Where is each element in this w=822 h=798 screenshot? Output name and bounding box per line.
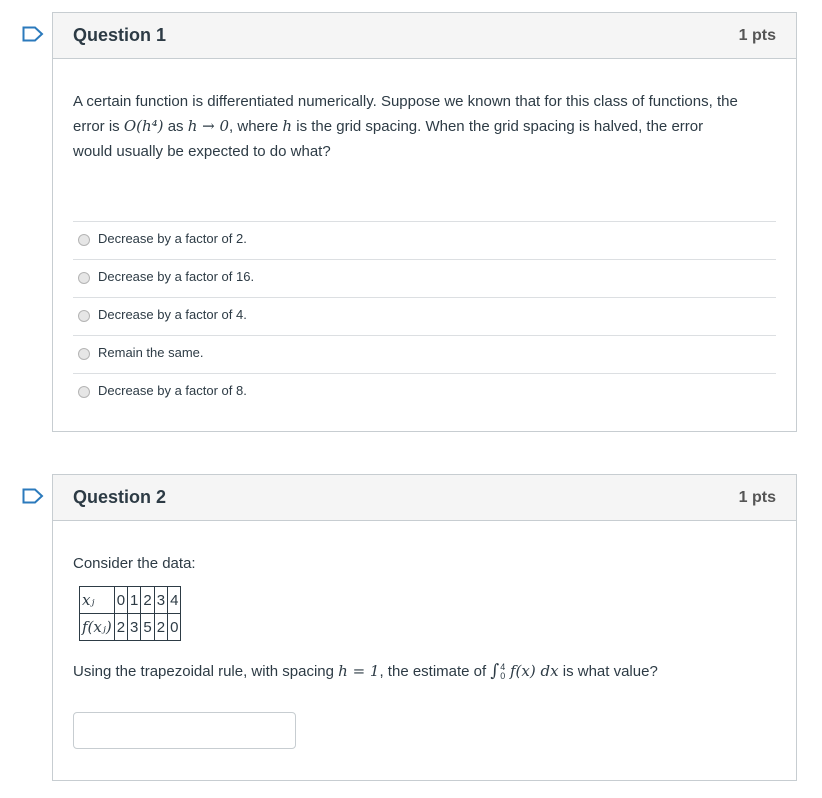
answer-label[interactable]: Decrease by a factor of 4. (98, 307, 247, 322)
answer-input[interactable] (73, 712, 296, 749)
table-cell: 4 (168, 587, 181, 614)
answer-option[interactable] (73, 259, 776, 297)
table-cell: 0 (168, 614, 181, 641)
table-row (80, 587, 181, 614)
answer-label[interactable]: Decrease by a factor of 8. (98, 383, 247, 398)
answer-option[interactable] (73, 373, 776, 411)
question-1-card (52, 12, 797, 432)
table-cell: 2 (154, 614, 167, 641)
question-1-line-3: would usually be expected to do what? (73, 143, 331, 160)
question-1-line-2: error is O(h⁴) as h → 0, where h is the grid spacing. When the grid spacing is halved, the error (73, 117, 704, 135)
radio-button[interactable] (78, 310, 90, 322)
answer-label[interactable]: Remain the same. (98, 345, 204, 360)
table-cell: 3 (128, 614, 141, 641)
answer-label[interactable]: Decrease by a factor of 16. (98, 269, 255, 284)
question-2-card (52, 474, 797, 781)
table-cell: 3 (154, 587, 167, 614)
table-cell: f(xⱼ) (80, 614, 115, 641)
radio-button[interactable] (78, 386, 90, 398)
question-1-header (53, 13, 796, 59)
question-1-title: Question 1 (73, 25, 167, 45)
answer-option[interactable] (73, 335, 776, 373)
radio-button[interactable] (78, 234, 90, 246)
answer-option[interactable] (73, 221, 776, 259)
radio-button[interactable] (78, 272, 90, 284)
answer-label[interactable]: Decrease by a factor of 2. (98, 231, 247, 246)
flag-question-1-icon[interactable] (22, 26, 44, 42)
question-1-answers (73, 221, 776, 411)
table-cell: 2 (114, 614, 127, 641)
table-row (80, 614, 181, 641)
question-1-text (53, 59, 796, 164)
question-1-points: 1 pts (738, 27, 776, 44)
data-table (79, 586, 181, 641)
table-cell: 2 (141, 587, 154, 614)
table-cell: 5 (141, 614, 154, 641)
flag-question-2-icon[interactable] (22, 488, 44, 504)
question-1-line-1: A certain function is differentiated numerically. Suppose we known that for this class of functions, the (73, 93, 738, 110)
question-2-points: 1 pts (738, 489, 776, 506)
answer-option[interactable] (73, 297, 776, 335)
radio-button[interactable] (78, 348, 90, 360)
question-2-intro: Consider the data: (73, 555, 196, 572)
table-cell: xⱼ (80, 587, 115, 614)
question-2-header (53, 475, 796, 521)
question-2-title: Question 2 (73, 487, 167, 507)
question-2-prompt: Using the trapezoidal rule, with spacing h = 1, the estimate of ∫ 4 0 f(x) dx is what value? (73, 661, 658, 682)
table-cell: 1 (128, 587, 141, 614)
table-cell: 0 (114, 587, 127, 614)
